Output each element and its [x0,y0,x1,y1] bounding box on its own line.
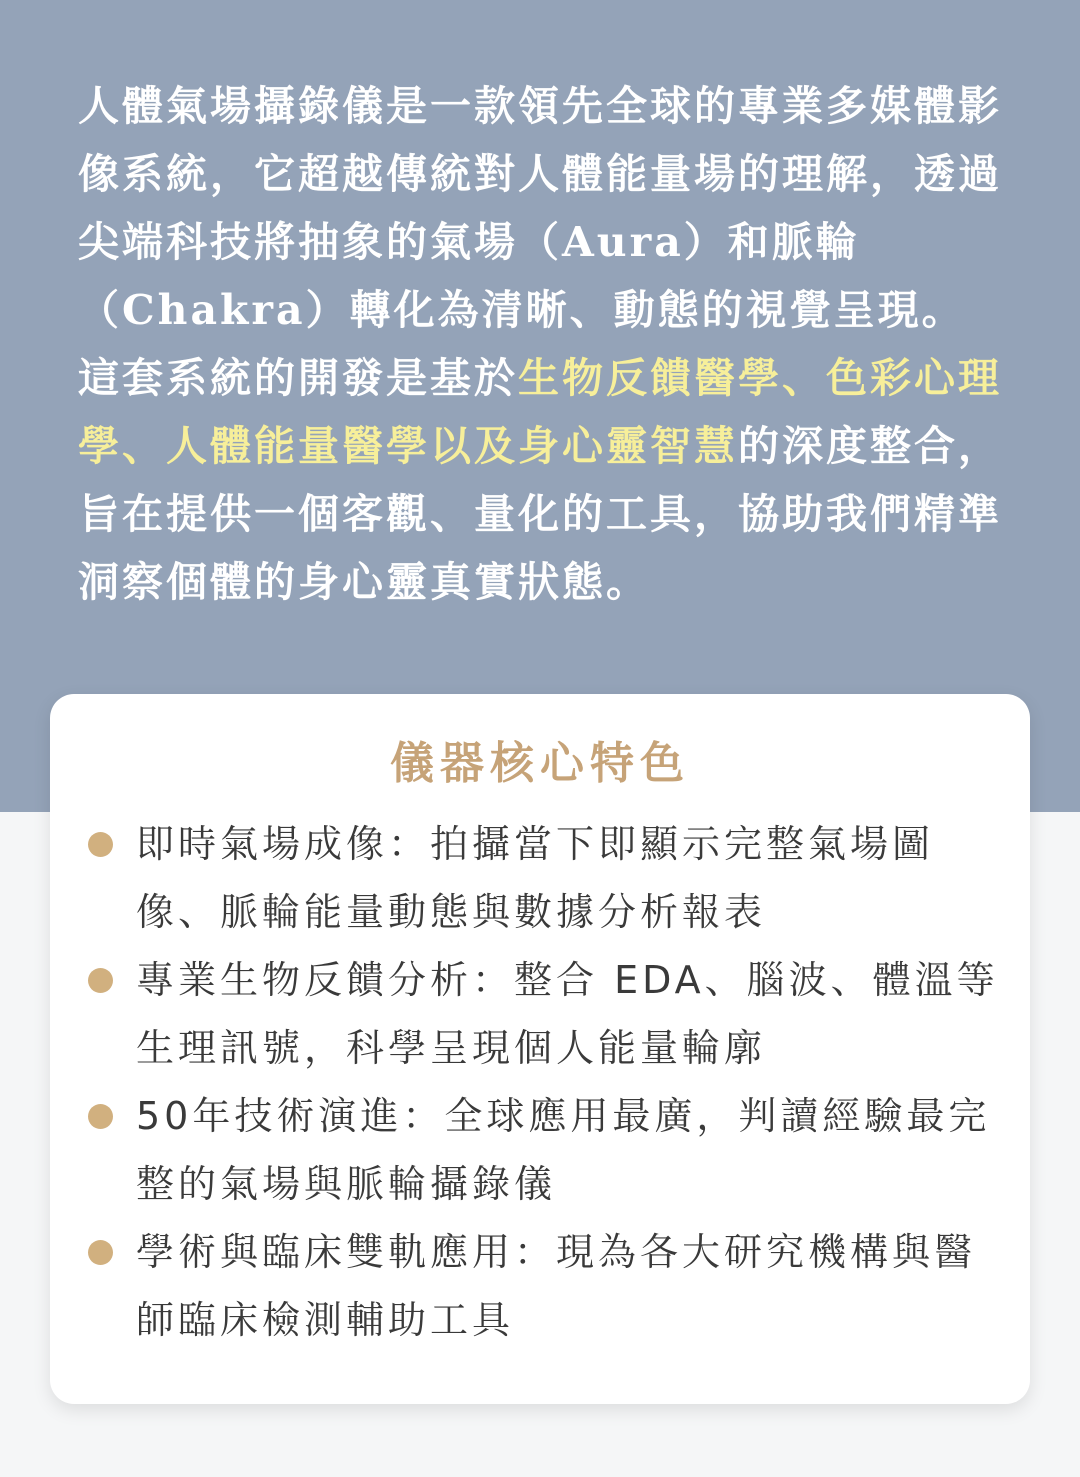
feature-item [50,810,1030,946]
features-card [50,694,1030,1404]
bullet-dot-icon [88,1240,113,1265]
bullet-dot-icon [88,832,113,857]
feature-text: 學術與臨床雙軌應用：現為各大研究機構與醫師臨床檢測輔助工具 [136,1230,977,1342]
feature-item [50,1218,1030,1354]
feature-list [50,810,1030,1354]
card-title: 儀器核心特色 [390,738,690,789]
feature-item [50,946,1030,1082]
feature-text: 專業生物反饋分析：整合 EDA、腦波、體溫等生理訊號，科學呈現個人能量輪廓 [136,958,999,1070]
bullet-dot-icon [88,968,113,993]
intro-text-after: 的深度整合，旨在提供一個客觀、量化的工具，協助我們精準洞察個體的身心靈真實狀態。 [78,422,1002,606]
bullet-dot-icon [88,1104,113,1129]
intro-paragraph [78,72,1008,616]
feature-text: 即時氣場成像：拍攝當下即顯示完整氣場圖像、脈輪能量動態與數據分析報表 [136,822,935,934]
feature-item [50,1082,1030,1218]
feature-text: 50年技術演進：全球應用最廣，判讀經驗最完整的氣場與脈輪攝錄儀 [136,1094,991,1206]
intro-text-before: 人體氣場攝錄儀是一款領先全球的專業多媒體影像系統，它超越傳統對人體能量場的理解，透過尖端科技將抽象的氣場（Aura）和脈輪（Chakra）轉化為清晰、動態的視覺呈現。這套系統的開發是基於 [78,82,1002,402]
intro-highlight-text: 生物反饋醫學、色彩心理學、人體能量醫學以及身心靈智慧 [78,354,1002,470]
